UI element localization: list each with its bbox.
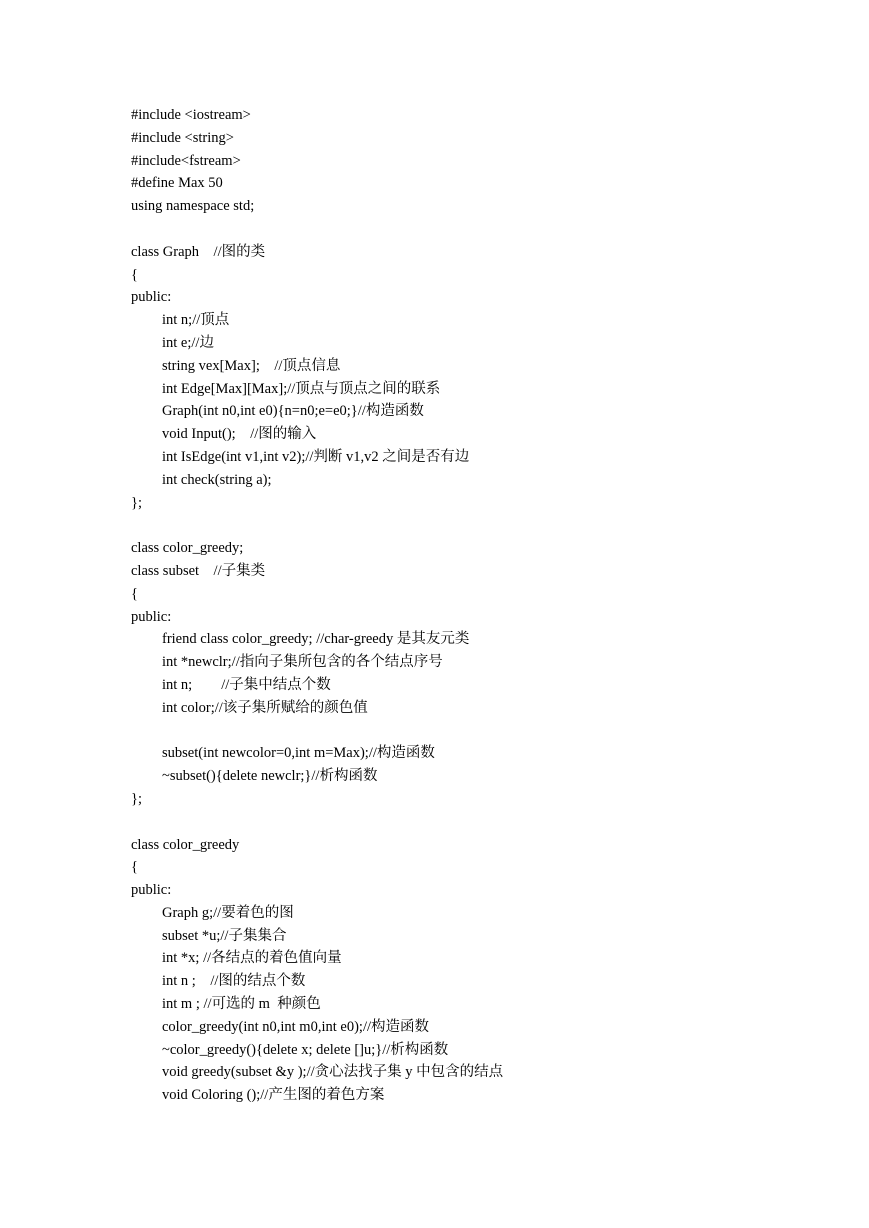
- code-line: int n ; //图的结点个数: [162, 973, 306, 990]
- code-line: string vex[Max]; //顶点信息: [162, 357, 341, 374]
- code-line: class color_greedy;: [131, 540, 244, 557]
- code-line: subset(int newcolor=0,int m=Max);//构造函数: [162, 745, 435, 762]
- code-line: void Coloring ();//产生图的着色方案: [162, 1087, 385, 1104]
- blank-line: [131, 218, 831, 241]
- code-line: #define Max 50: [131, 175, 223, 192]
- code-line: ~subset(){delete newclr;}//析构函数: [162, 768, 378, 785]
- code-line: int e;//边: [162, 334, 214, 351]
- code-line: class subset //子集类: [131, 562, 266, 579]
- code-line: {: [131, 585, 138, 602]
- code-line: class Graph //图的类: [131, 243, 266, 260]
- code-line: public:: [131, 608, 172, 625]
- code-line: int color;//该子集所赋给的颜色值: [162, 699, 368, 716]
- code-line: #include <string>: [131, 129, 234, 146]
- blank-line: [131, 720, 831, 743]
- code-line: int n;//顶点: [162, 312, 230, 329]
- code-line: };: [131, 494, 142, 511]
- code-line: friend class color_greedy; //char-greedy 是其友元类: [162, 631, 470, 648]
- code-line: int *newclr;//指向子集所包含的各个结点序号: [162, 654, 443, 671]
- code-line: using namespace std;: [131, 198, 255, 215]
- code-line: int IsEdge(int v1,int v2);//判断 v1,v2 之间是否有边: [162, 448, 470, 465]
- code-line: void greedy(subset &y );//贪心法找子集 y 中包含的结点: [162, 1064, 504, 1081]
- code-line: ~color_greedy(){delete x; delete []u;}//析构函数: [162, 1041, 449, 1058]
- code-line: int n; //子集中结点个数: [162, 676, 331, 693]
- code-line: #include<fstream>: [131, 152, 241, 169]
- code-line: void Input(); //图的输入: [162, 426, 317, 443]
- code-line: {: [131, 859, 138, 876]
- code-line: public:: [131, 882, 172, 899]
- code-line: int Edge[Max][Max];//顶点与顶点之间的联系: [162, 380, 441, 397]
- code-line: int check(string a);: [162, 471, 272, 488]
- code-line: {: [131, 266, 138, 283]
- code-line: int *x; //各结点的着色值向量: [162, 950, 342, 967]
- blank-line: [131, 514, 831, 537]
- code-line: int m ; //可选的 m 种颜色: [162, 996, 321, 1013]
- code-line: color_greedy(int n0,int m0,int e0);//构造函数: [162, 1018, 429, 1035]
- code-listing: [131, 104, 831, 1107]
- code-line: };: [131, 790, 142, 807]
- code-line: subset *u;//子集集合: [162, 927, 287, 944]
- code-line: class color_greedy: [131, 836, 240, 853]
- code-line: Graph(int n0,int e0){n=n0;e=e0;}//构造函数: [162, 403, 424, 420]
- blank-line: [131, 811, 831, 834]
- code-line: Graph g;//要着色的图: [162, 904, 294, 921]
- code-line: public:: [131, 289, 172, 306]
- code-line: #include <iostream>: [131, 107, 251, 123]
